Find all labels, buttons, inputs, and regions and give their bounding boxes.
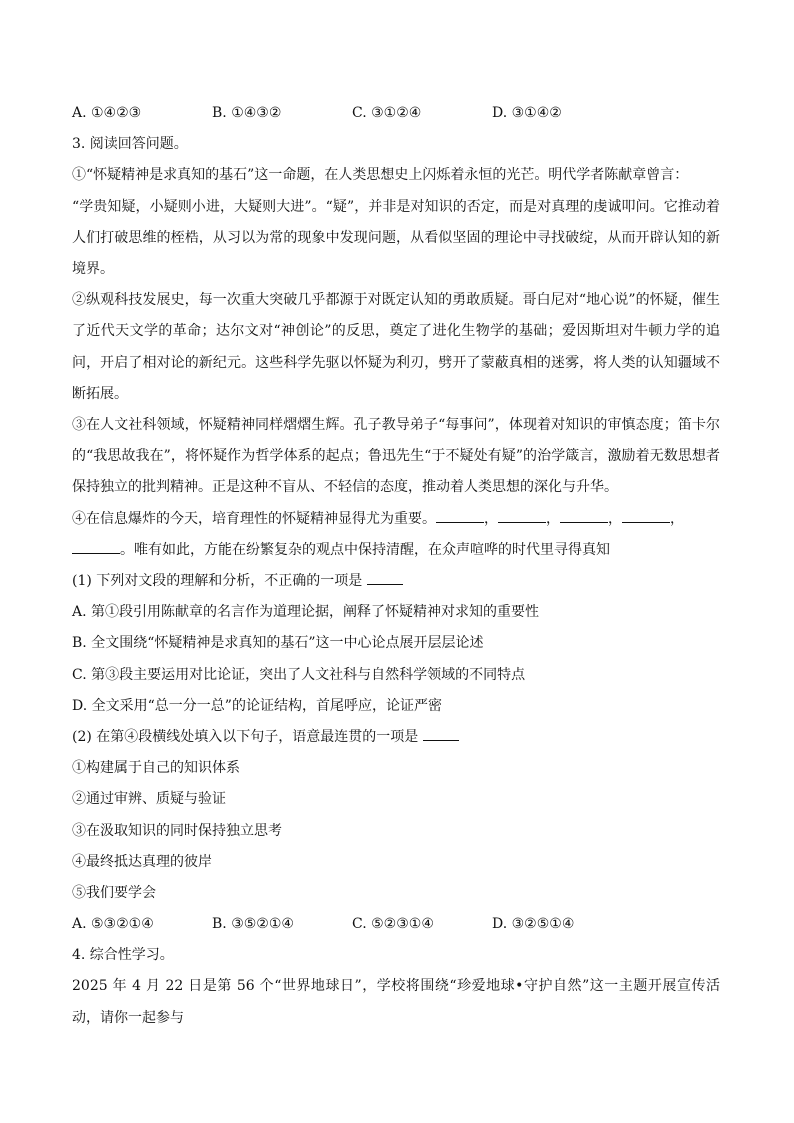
q3-sub2-sentence-3: ③在汲取知识的同时保持独立思考 (72, 822, 282, 839)
answer-blank-sub2[interactable] (423, 726, 459, 741)
q3-sub2-sentence-1: ①构建属于自己的知识体系 (72, 760, 240, 777)
q3-sub1-option-c: C. 第③段主要运用对比论证，突出了人文社科与自然科学领域的不同特点 (72, 666, 526, 683)
q3-sub2-options (72, 909, 720, 940)
q2-option-d: D. ③①④② (492, 105, 562, 121)
q3-sub1-option-a: A. 第①段引用陈献章的名言作为道理论据，阐释了怀疑精神对求知的重要性 (72, 604, 540, 621)
q3-sub2-sentence-5: ⑤我们要学会 (72, 884, 156, 901)
q3-sub2-stem (72, 722, 720, 753)
answer-blank-5[interactable] (72, 539, 120, 554)
q3-sub2-sentence-2: ②通过审辨、质疑与验证 (72, 791, 226, 808)
q4-intro: 2025 年 4 月 22 日是第 56 个“世界地球日”，学校将围绕“珍爱地球•守护自然”这一主题开展宣传活动，请你一起参与 (72, 978, 720, 1026)
q3-paragraph-1-rest: “学贵知疑，小疑则小进，大疑则大进”。“疑”，并非是对知识的否定，而是对真理的虔诚叩问。它推动着人们打破思维的桎梏，从习以为常的现象中发现问题，从看似坚固的理论中寻找破绽，从而开辟认知的新境界。 (72, 198, 720, 277)
answer-blank-sub1[interactable] (367, 570, 403, 585)
q3-paragraph-4 (72, 504, 720, 566)
separator: ， (484, 510, 498, 527)
q3-paragraph-4-tail: 。唯有如此，方能在纷繁复杂的观点中保持清醒，在众声喧哗的时代里寻得真知 (120, 541, 610, 558)
q3-paragraph-3: ③在人文社科领域，怀疑精神同样熠熠生辉。孔子教导弟子“每事问”，体现着对知识的审慎态度；笛卡尔的“我思故我在”，将怀疑作为哲学体系的起点；鲁迅先生“于不疑处有疑”的治学箴言，激励着无数思想者保持独立的批判精神。正是这种不盲从、不轻信的态度，推动着人类思想的深化与升华。 (72, 416, 720, 496)
q3-paragraph-2: ②纵观科技发展史，每一次重大突破几乎都源于对既定认知的勇敢质疑。哥白尼对“地心说”的怀疑，催生了近代天文学的革命；达尔文对“神创论”的反思，奠定了进化生物学的基础；爱因斯坦对牛顿力学的追问，开启了相对论的新纪元。这些科学先驱以怀疑为利刃，劈开了蒙蔽真相的迷雾，将人类的认知疆域不断拓展。 (72, 292, 720, 402)
answer-blank-1[interactable] (436, 508, 484, 523)
q4-title: 4. 综合性学习。 (72, 947, 174, 964)
answer-blank-4[interactable] (622, 508, 670, 523)
q2-options (72, 98, 720, 129)
exam-page (72, 98, 720, 1034)
q3-sub2-option-a: A. ⑤③②①④ (72, 916, 154, 933)
q3-sub2-option-d: D. ③②⑤①④ (492, 916, 575, 933)
separator: ， (608, 510, 622, 527)
q3-sub2-option-b: B. ③⑤②①④ (212, 916, 294, 933)
q3-sub2-stem-text: (2) 在第④段横线处填入以下句子，语意最连贯的一项是 (72, 728, 419, 745)
q3-sub1-option-d: D. 全文采用“总一分一总”的论证结构，首尾呼应，论证严密 (72, 697, 442, 714)
q2-option-b: B. ①④③② (212, 105, 282, 121)
q3-sub1-stem-text: (1) 下列对文段的理解和分析，不正确的一项是 (72, 573, 363, 589)
separator: ， (546, 510, 560, 527)
q2-option-a: A. ①④②③ (72, 105, 142, 121)
q3-sub2-sentence-4: ④最终抵达真理的彼岸 (72, 853, 212, 870)
q2-option-c: C. ③①②④ (352, 105, 422, 121)
q3-sub1-stem (72, 566, 720, 597)
answer-blank-2[interactable] (498, 508, 546, 523)
answer-blank-3[interactable] (560, 508, 608, 523)
q3-sub2-option-c: C. ⑤②③①④ (352, 916, 434, 933)
q3-sub1-option-b: B. 全文围绕“怀疑精神是求真知的基石”这一中心论点展开层层论述 (72, 635, 484, 652)
q3-paragraph-1-first-line: ①“怀疑精神是求真知的基石”这一命题，在人类思想史上闪烁着永恒的光芒。明代学者陈献章曾言： (72, 167, 689, 184)
q3-paragraph-4-lead: ④在信息爆炸的今天，培育理性的怀疑精神显得尤为重要。 (72, 510, 436, 527)
separator: ， (670, 510, 684, 527)
q3-title: 3. 阅读回答问题。 (72, 136, 188, 153)
